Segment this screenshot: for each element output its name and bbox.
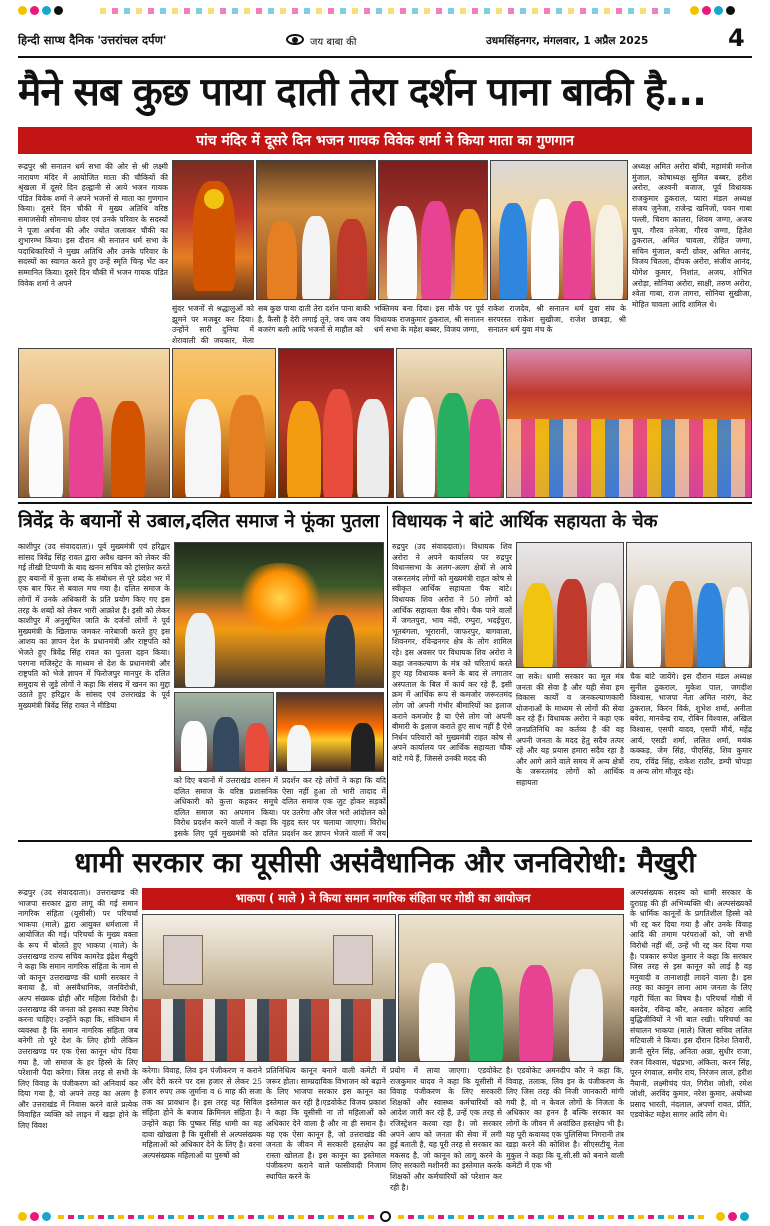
story2-photo-protest bbox=[174, 692, 274, 772]
dot-yellow bbox=[716, 1212, 725, 1221]
dot-cyan bbox=[42, 6, 51, 15]
story1-headline: मैने सब कुछ पाया दाती तेरा दर्शन पाना बाकी है... bbox=[18, 70, 706, 115]
story4-col4: प्रयोग में लाया जाएगा। एडवोकेट राजकुमार यादव ने कहा कि यूसीसी में विवाह पंजीकरण के लिए सरकारी शिक्षकों और स्वास्थ्य कर्मचारियों को आदेश जारी कर रहे हैं, उन्हें एक तरह से रजिस्ट्रेशन करवा रहा है। जो सरकार अपने आप को जनता की सेवा में लगी हुई बताती है, यह पूरी तरह से सरकार का मकसद है, जो कानून को लागू करने के लिए सरकारी मशीनरी का इस्तेमाल करके शिक्षकों और कर्मचारियों को परेशान कर रही है। bbox=[390, 1066, 502, 1192]
dot-black bbox=[726, 6, 735, 15]
jai-baba: जय बाबा की bbox=[310, 37, 357, 48]
story4-col3: प्रतिनिधित्व कानून बनाने वाली कमेटी में जरूर होता। साम्प्रदायिक विभाजन को बढ़ाने के लिए भाजपा सरकार इस कानून का इस्तेमाल कर रही है।एडवोकेट विजय प्रकाश ने कहा कि यूसीसी ना तो महिलाओं को अधिकार देने वाला है और ना ही समान है। यह एक ऐसा कानून है, जो उत्तराखंड की जनता के जीवन में सरकारी हस्तक्षेप का रास्ता खोलता है। इस कानून का इस्तेमाल पंजीकरण कराने वाले फासीवादी निजाम स्थापित करने के bbox=[266, 1066, 386, 1181]
story3-col1: रुद्रपुर (उद संवाददाता)। विधायक शिव अरोरा ने अपने कार्यालय पर रुद्रपुर विधानसभा के अलग-अलग क्षेत्रों से आये जरूरतमंद लोगों को मुख्यमंत्री राहत कोष से स्वीकृत आर्थिक सहायता चैक बांटे। विधायक शिव अरोरा ने 50 लोगों को आर्थिक सहायता चैक सौंपे। चैक पाने वालों में जगतपुरा, भाव नंदी, रम्पुरा, भदईपुरा, भूतबंगला, भूरारानी, जाफरपुर, बागवाला, शिवनगर, रविन्द्रनगर क्षेत्र के लोग शामिल रहे। इस अवसर पर विधायक शिव अरोरा ने कहा जनकल्याण के मंत्र को चरितार्थ करते हुए यह विधायक बनने के बाद से लगातार अस्पताल के बिल में कार्य कर रहे हैं, इसी क्रम में आर्थिक रूप से कमजोर जरूरतमंद लोग जो अपनी गंभीर बीमारियों का इलाज कराने कमजोर है या ऐसे लोग जो अपनी बीमारी के इलाज कराते हुए साथ नहीं है ऐसे निर्धन परिवारों को मुख्यमंत्री राहत कोष से अपने कार्यालय पर आर्थिक सहायता चौक बांटे गये हैं, जिससे उनकी मदद की bbox=[392, 542, 512, 763]
story1-photo-officials bbox=[396, 348, 504, 498]
page-number: 4 bbox=[728, 24, 745, 52]
story3-col2: जा सके। धामी सरकार का मूल मंत्र जनता की सेवा है और यही सेवा हम विकास कार्यों व जनकल्याणकारी योजनाओं के माध्यम से लोगों की सेवा कर रहे हैं। विधायक अरोरा ने कहा एक जनप्रतिनिधि का कर्तव्य है की वह अपनी जनता के मदद हेतु सदैव तत्पर रहें और यह प्रयास हमारा सदैव रहा है और आगे आने वाले समय में अन्य क्षेत्रों के जरूरतमंद लोगों को आर्थिक सहायता bbox=[516, 672, 624, 787]
dot-yellow bbox=[18, 1212, 27, 1221]
dot-black bbox=[54, 6, 63, 15]
story1-col3: सब कुछ पाया दाती तेरा दर्शन पाना बाकी है, कैसी है देरी लगाई तूने, जय जय जय बजरंग बली आदि भजनों से माहौल को bbox=[258, 304, 370, 335]
story1-photo-crowd bbox=[256, 160, 376, 300]
story3-photo-cheque-2 bbox=[626, 542, 752, 668]
story1-photo-bhajan-singer bbox=[18, 348, 170, 498]
paper-name: हिन्दी साप्ध दैनिक 'उत्तरांचल दर्पण' bbox=[18, 33, 167, 47]
story1-col2: सुंदर भजनों से श्रद्धालुओं को झूमने पर मजबूर कर दिया। उन्होंने सारी दुनिया में शेरावाली की जयकार, मेला bbox=[172, 304, 254, 345]
story4-headline: धामी सरकार का यूसीसी असंवैधानिक और जनविरोधी: मैखुरी bbox=[74, 846, 696, 879]
story2-photo-effigy bbox=[174, 542, 384, 688]
story2-headline: त्रिवेंद्र के बयानों से उबाल,दलित समाज ने फूंका पुतला bbox=[18, 511, 380, 532]
story4-subhead-banner bbox=[142, 888, 624, 910]
dot-yellow bbox=[18, 6, 27, 15]
story4-col1: रूद्रपुर (उद संवाददाता)। उत्तराखण्ड की भाजपा सरकार द्वारा लागू की गई समान नागरिक संहिता (यूसीसी) पर परिचर्चा भाकपा (माले) द्वारा आयुक्त धर्मशाला में आयोजित की गई। परिचर्चा के मुख्य वक्ता के रूप में बोलते हुए भाकपा (माले) के उत्तराखण्ड राज्य सचिव कामरेड इंद्रेश मैखुरी ने कहा कि समान नागरिक संहिता के नाम से जो कानून उत्तराखण्ड की धामी सरकार ने बनाया है, वो असंवैधानिक, जनविरोधी, अल्प संख्यक द्रोही और महिला विरोधी है। उत्तराखण्ड की जनता को इसका स्पष्ट विरोध करना चाहिए। उन्होंने कहा कि, संविधान में व्यवस्था है कि समान नागरिक संहिता जब बनेगी तो पूरे देश के लिए होगी लेकिन उत्तराखण्ड पर एक ऐसा कानून थोप दिया गया है, जो समाज के हर हिस्से के लिए परेशानी पैदा करेगा। जिस तरह से सभी के लिए विवाह के पंजीकरण को अनिवार्य कर दिया गया है, वो अपने तरह का अलग है और उत्तराखंड में निवास करने वाले प्रत्येक विवाहित व्यक्ति को लाइन में खड़ा होने के लिए विवश bbox=[18, 888, 138, 1131]
story1-subhead: पांच मंदिर में दूसरे दिन भजन गायक विवेक शर्मा ने किया माता का गुणगान bbox=[196, 133, 574, 149]
dot-pink bbox=[702, 6, 711, 15]
story4-col5: है। एडवोकेट अमनदीप कौर ने कहा कि, विवाह, तलाक, लिव इन के पंजीकरण के लिए जिस तरह की निजी जानकारी मांगी गयी है, वो न केवल लोगों के निजता के अधिकार का हनन है बल्कि सरकार का लोगों के जीवन में अवांछित हस्तक्षेप भी है। यह पूरी कवायद एक पुलिसिया निगरानी तंत्र खड़ा करने की कोशिश है। सीएसटीयू नेता मुकुल ने कहा कि यू.सी.सी को बनाने वाली कमेटी में एक भी bbox=[506, 1066, 624, 1171]
masthead-rule bbox=[18, 56, 752, 58]
story4-photo-speakers bbox=[398, 914, 624, 1062]
dot-cyan bbox=[42, 1212, 51, 1221]
story2-col3: प्रदर्शन कर रहे लोगों ने कहा कि यदि ऐसा नहीं हुआ तो भारी तादाद में दलित समाज एक जुट होकर सड़कों पर उतरेगा और जेल भरो आंदोलन को वृहद स्तर पर चलाया जाएगा। विरोध प्रदर्शन कर ज्ञापन भेजने वालों में जय bbox=[282, 776, 386, 838]
story1-photo-deity bbox=[172, 160, 254, 300]
story1-subhead-banner bbox=[18, 127, 752, 154]
dateline: उधमसिंहनगर, मंगलवार, 1 अप्रैल 2025 bbox=[486, 35, 649, 47]
story3-col3: चैक बांटे जायेंगे। इस दौरान मंडल अध्यक्ष सुनील ठुकराल, मुकेश पाल, जगदीश विश्वास, भाजपा नेता अमित नारंग, केट ठुकराल, किरन विर्क, शुभेश शर्मा, अनीता बवेरा, मानवेन्द्र राय, रोबिन विश्वास, अखिल विश्वास, एसपी यादव, एसपी मौर्य, महेंद्र आर्य, एसडी शर्मा, ललित शर्मा, मयंक कक्कड़, जेम सिंह, पीएसिंह, शिव कुमार राय, रविंद्र सिंह, राकेश राठौर, डम्पी चोपड़ा व अन्य लोग मौजूद रहे। bbox=[630, 672, 752, 777]
story1-col6: अध्यक्ष अमित अरोरा बॉबी, महामंत्री मनोज मुंजाल, कोषाध्यक्ष सुमित बब्बर, हरीश अरोरा, अश्वनी बजाज, पूर्व विधायक राजकुमार ठुकराल, प्यारा मंडल अध्यक्ष संजय जुनेजा, राजेन्द्र खनिजों, पवन गाबा पल्ली, चिराग कालरा, शिवम जग्गा, अजय चुघ, गौरव तनेजा, गौरव जग्गा, हितेश ठुकराल, अमित चावला, रोहित जग्गा, सचिन मुंजाल, बन्टी ग्रोवर, अमित आनंद, विजय चितला, दीपक अरोरा, संजीव आनंद, योगेश कुमार, निशांत, अजय, शोभित अरोड़ा, सोनिया अरोरा, साक्षी, तरुण अरोरा, श्वेता गाबा, राज तागरा, सोनिया सुखीजा, मोहित चावला आदि शामिल थे। bbox=[632, 162, 752, 309]
color-bars-top bbox=[100, 8, 670, 14]
story3-headline: विधायक ने बांटे आर्थिक सहायता के चेक bbox=[392, 511, 658, 532]
story3-photo-cheque-1 bbox=[516, 542, 624, 668]
registration-mark-icon bbox=[380, 1211, 391, 1222]
story1-col4: भक्तिमय बना दिया। इस मौके पर पूर्व विधायक राजकुमार ठुकराल, श्री सनातन धर्म सभा के महेश बब्बर, विजय जग्गा, bbox=[374, 304, 484, 335]
story1-bottom-rule bbox=[18, 502, 752, 504]
story1-photo-guests bbox=[490, 160, 628, 300]
masthead bbox=[18, 24, 752, 56]
eye-logo-icon bbox=[286, 34, 304, 45]
story1-photo-audience bbox=[506, 348, 752, 498]
story1-col5: राकेश राजदेव, श्री सनातन धर्म युवा संघ के सरपरस्त राकेश सुखीजा, राजेश छाबड़ा, श्री सनातन धर्म युवा मंच के bbox=[488, 304, 626, 335]
story1-photo-honour bbox=[378, 160, 488, 300]
story2-photo-fire bbox=[276, 692, 384, 772]
story4-col2: करेगा। विवाह, लिव इन पंजीकरण न कराने और देरी करने पर दस हजार से लेकर 25 हजार रुपए तक जुर्माना व 6 माह की सजा तक का प्रावधान है। इस तरह यह सिविल संहिता होने के बजाय क्रिमिनल संहिता है। उन्होंने कहा कि पुष्कर सिंह धामी का यह दावा खोखला है कि यूसीसी से अल्पसंख्यक महिलाओं को अधिकार देने के लिए है। वरना अल्पसंख्यक महिलाओं या पुरुषों को bbox=[142, 1066, 262, 1160]
story4-col6: अल्पसंख्यक सदस्य को धामी सरकार के दुराग्रह की ही अभिव्यक्ति थी। अल्पसंख्यकों के धार्मिक कानूनों के प्रगतिशील हिस्से को भी रद्द कर दिया गया है और उनके विवाह आदि की तमाम परंपराओं को, जो सभी विरोधी नहीं थीं, उन्हें भी रद्द कर दिया गया है। पत्रकार रूपेश कुमार ने कहा कि सरकार जिस तरह से इस कानून को लाई है वह मनुवादी व तानाशाही लादने वाला है। इस तरह का कानून लाना आम जनता के लिए गहरी चिंता का विषय है। परिचर्चा गोष्ठी में बलदेव, रविन्द्र कौर, अवतार कोहरा आदि बुद्धिजीवियों ने भी बात रखी। परिचर्चा का संचालन भाकपा (माले) जिला सचिव ललित मटियाली ने किया। इस दौरान दिनेश तिवारी, ज्ञानी सुरेन सिंह, अनिता अन्ना, सुधीर राजा, रंजन विश्वास, चंद्रप्रभा, अंकिता, करन सिंह, पूरन रंगवाल, समीर राय, निरंजन लाल, हरीश नैयानी, लक्ष्मीचंद पंत, गिरीश जोशी, रमेश जोशी, अरविंद कुमार, नरेश कुमार, अयोध्या प्रसाद भारती, नंदलाल, अपर्णा रावत, प्रीति, एडवोकेट महेश सागर आदि लोग थे। bbox=[630, 888, 752, 1120]
story2-col2: को दिए बयानों में उत्तराखंड शासन में दलित समाज के वरिष्ठ प्रशासनिक अधिकारी को कुत्ता कहकर समूचे दलित समाज का अपमान किया। विरोध प्रदर्शन करने वालों ने कहा कि इसके लिए पूर्व मुख्यमंत्री को दलित bbox=[174, 776, 278, 838]
color-dots-left bbox=[18, 6, 88, 18]
story1-col1: रूद्रपुर श्री सनातन धर्म सभा की ओर से श्री लक्ष्मी नारायण मंदिर में आयोजित माता की चौकियों की श्रृंखला में दूसरे दिन हल्द्वानी से आये भजन गायक पंडित विवेक शर्मा ने अपने भजनों से माता का गुणगान किया। दूसरे दिन चौकी में मुख्य अतिथि वरिष्ठ समाजसेवी सोमनाथ ग्रोवर एवं उनके परिवार के सदस्यों ने पूजा अर्चना की और ज्योत जलाकर चौकी का शुभारम्भ किया। इस दौरान श्री सनातन धर्म सभा के पदाधिकारियों ने मुख्य अतिथि और उनके परिवार के सदस्यों का स्वागत करते हुए उन्हें स्मृति चिन्ह भेंट कर सम्मानित किया। दूसरे दिन चौकी में भजन गायक पंडित विवेक शर्मा ने अपने bbox=[18, 162, 168, 288]
story4-photo-seminar-hall bbox=[142, 914, 396, 1062]
dot-cyan bbox=[740, 1212, 749, 1221]
story4-subhead: भाकपा ( माले ) ने किया समान नागरिक संहिता पर गोष्ठी का आयोजन bbox=[235, 891, 531, 905]
dot-pink bbox=[30, 6, 39, 15]
story1-photo-stage bbox=[172, 348, 276, 498]
story-divider bbox=[387, 506, 388, 838]
dot-pink bbox=[30, 1212, 39, 1221]
dot-cyan bbox=[714, 6, 723, 15]
dot-pink bbox=[728, 1212, 737, 1221]
dot-yellow bbox=[690, 6, 699, 15]
story2-col1: काशीपुर (उद संवाददाता)। पूर्व मुख्यमंत्री एवं हरिद्वार सांसद त्रिवेंद्र सिंह रावत द्वारा अवैध खनन को लेकर की गई तीखी टिप्पणी के बाद खनन सचिव को ट्रांसफ़ेर करते हुए बयानों में कुत्ता शब्द के संबोधन से पूरे प्रदेश भर में एक बार फिर से बवाल मच गया है। दलित समाज के लोगों में उनके अधिकारी के प्रति प्रयोग किए गए इस तरह के शब्दों को लेकर भारी आक्रोश है। इसी को लेकर काशीपुर में अनुसूचित जाति के दर्जनों लोगों ने पूर्व मुख्यमंत्री के खिलाफ जमकर नारेबाजी करते हुए इस आशय का ज्ञापन देश के प्रधानमंत्री और राष्ट्रपति को भेजते हुए त्रिवेंद्र सिंह रावत का पुतला दहन किया। परगना मजिस्ट्रेट के माध्यम से देश के प्रधानमंत्री और राष्ट्रपति को भेजे ज्ञापन में फिरोजपुर मानपुर के दलित समुदाय से जुड़े लोगों ने कहा कि संसद में खनन का मुद्दा उठाते हुए हरिद्वार के सांसद एवं उत्तराखंड के पूर्व मुख्यमंत्री त्रिवेंद्र सिंह रावत ने मीडिया bbox=[18, 542, 170, 710]
color-dots-right bbox=[690, 6, 750, 18]
bottom-color-strip bbox=[18, 1212, 752, 1222]
story1-photo-pooja bbox=[278, 348, 394, 498]
